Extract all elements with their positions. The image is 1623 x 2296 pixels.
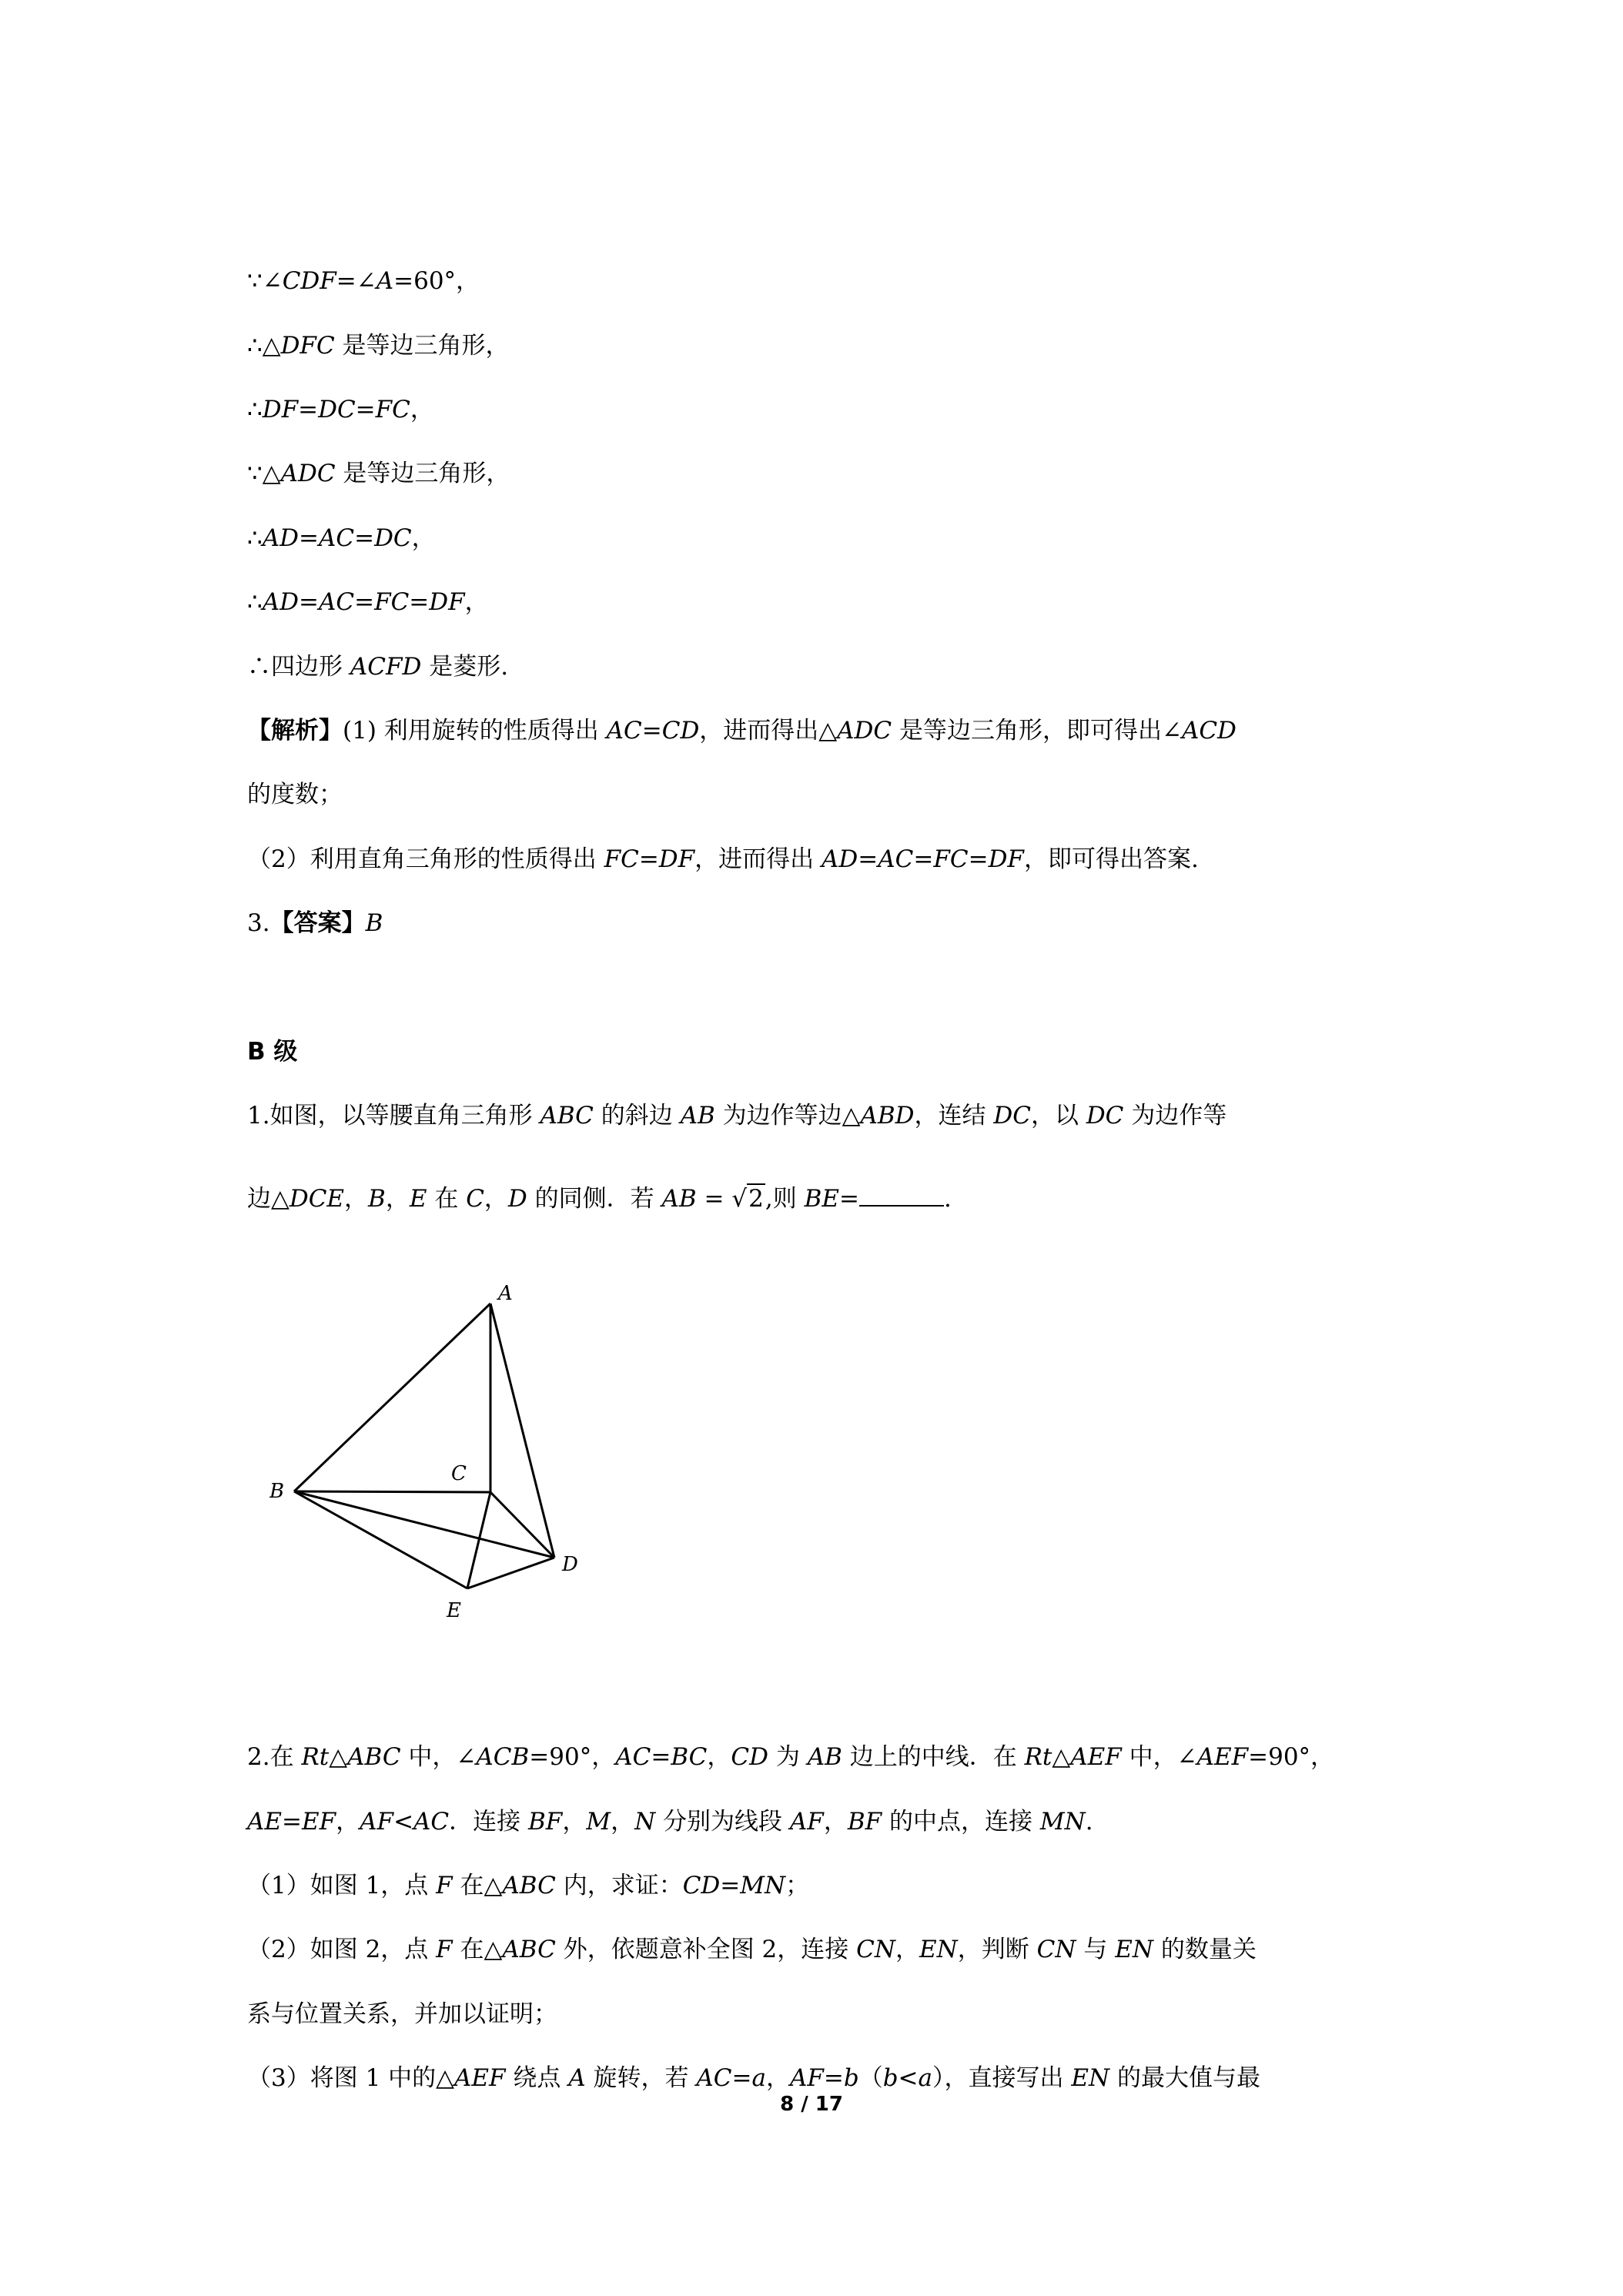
section-heading-b: B 级 — [247, 1038, 298, 1066]
question-2-line-2: AE=EF，AF<AC．连接 BF，M，N 分别为线段 AF，BF 的中点，连接 MN. — [247, 1808, 1093, 1836]
question-1-line-2: 边△DCE，B，E 在 C，D 的同侧．若 AB = √2,则 BE= . — [247, 1185, 952, 1213]
segment-cd — [490, 1492, 554, 1558]
question-2-part-2-line-2: 系与位置关系，并加以证明； — [247, 2000, 557, 2028]
label-d: D — [562, 1553, 578, 1576]
proof-line-3: ∴DF=DC=FC， — [247, 396, 434, 423]
sqrt-symbol: √2 — [731, 1185, 764, 1213]
label-a: A — [498, 1282, 513, 1305]
label-b: B — [269, 1480, 285, 1503]
page-number: 8 / 17 — [780, 2093, 843, 2116]
segment-ed — [467, 1558, 554, 1588]
segment-ad — [490, 1304, 554, 1558]
answer-blank[interactable] — [859, 1185, 944, 1207]
proof-line-6: ∴AD=AC=FC=DF， — [247, 588, 489, 616]
segment-be — [294, 1491, 467, 1588]
analysis-line-2: 的度数； — [247, 781, 343, 808]
proof-line-4: ∵△ADC 是等边三角形， — [247, 460, 510, 487]
question-2-part-3: （3）将图 1 中的△AEF 绕点 A 旋转，若 AC=a，AF=b（b<a），直接写出 EN 的最大值与最 — [247, 2064, 1260, 2092]
question-2-part-1: （1）如图 1，点 F 在△ABC 内，求证：CD=MN； — [247, 1872, 810, 1899]
answer-3-line: 3.【答案】B — [247, 909, 383, 937]
segment-bd — [294, 1491, 554, 1558]
triangle-figure — [269, 1278, 593, 1625]
proof-line-1: ∵∠CDF=∠A=60°， — [247, 267, 480, 295]
label-e: E — [447, 1599, 461, 1622]
question-1-line-1: 1.如图，以等腰直角三角形 ABC 的斜边 AB 为边作等边△ABD，连结 DC，以 DC 为边作等 — [247, 1102, 1227, 1130]
segment-bc — [294, 1491, 490, 1492]
question-2-part-2-line-1: （2）如图 2，点 F 在△ABC 外，依题意补全图 2，连接 CN，EN，判断 CN 与 EN 的数量关 — [247, 1936, 1257, 1963]
question-2-line-1: 2.在 Rt△ABC 中，∠ACB=90°，AC=BC，CD 为 AB 边上的中线．在 Rt△AEF 中，∠AEF=90°， — [247, 1743, 1335, 1771]
label-c: C — [451, 1462, 467, 1485]
proof-line-5: ∴AD=AC=DC， — [247, 524, 436, 552]
analysis-line-1: 【解析】(1) 利用旋转的性质得出 AC=CD，进而得出△ADC 是等边三角形，即可得出∠ACD — [247, 717, 1236, 745]
analysis-line-3: （2）利用直角三角形的性质得出 FC=DF，进而得出 AD=AC=FC=DF，即可得出答案. — [247, 845, 1199, 873]
proof-line-2: ∴△DFC 是等边三角形， — [247, 332, 510, 360]
proof-line-7: ∴四边形 ACFD 是菱形. — [247, 653, 509, 681]
